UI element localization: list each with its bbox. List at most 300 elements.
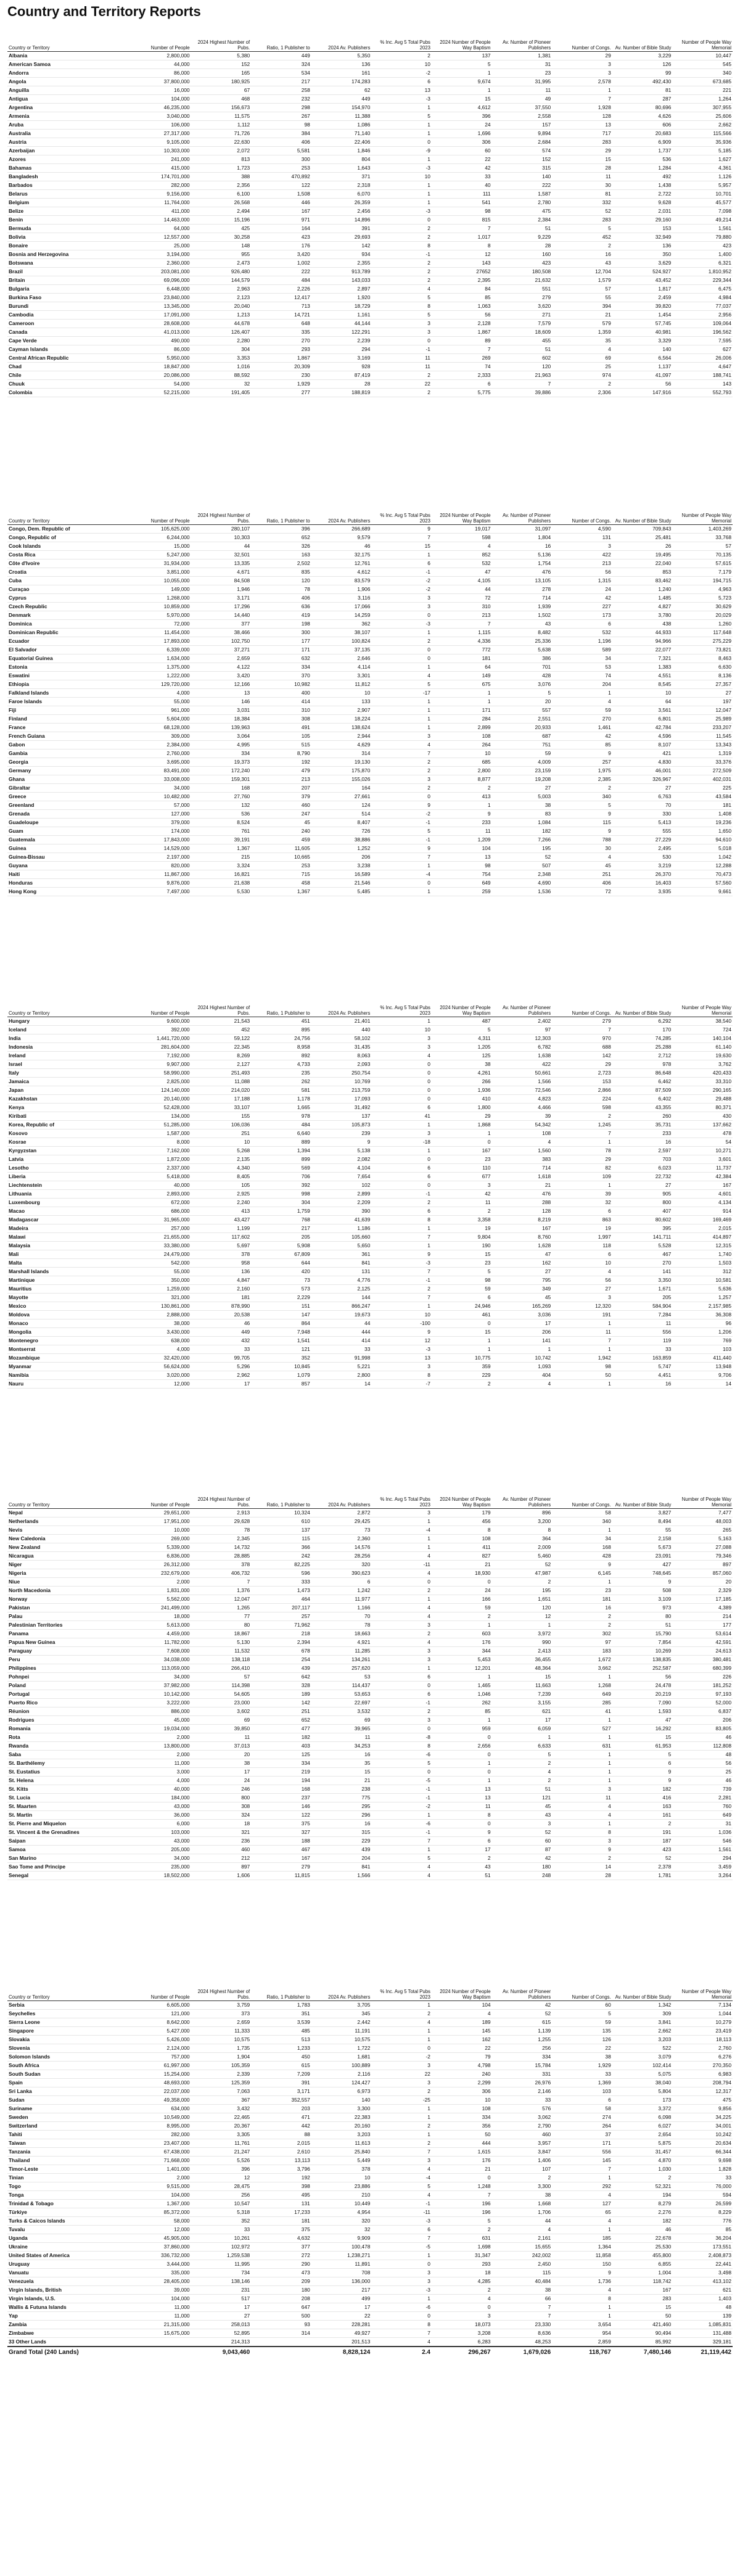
table-cell: 8,219	[492, 1216, 553, 1224]
country-name: Pohnpei	[7, 1673, 131, 1682]
table-cell: 32,420,000	[131, 1354, 191, 1363]
table-cell: 5	[492, 689, 553, 698]
table-cell: 1,004	[612, 2269, 673, 2277]
table-cell: 55,000	[131, 1268, 191, 1276]
table-cell: 23,407,000	[131, 2139, 191, 2148]
table-cell: 194	[251, 1777, 311, 1785]
table-cell: 754	[432, 870, 492, 879]
table-cell: 631	[552, 1742, 612, 1751]
column-header: Country or Territory	[7, 1480, 131, 1509]
table-cell: 0	[371, 1578, 432, 1587]
table-cell: 85	[432, 294, 492, 302]
table-cell: 652	[251, 534, 311, 542]
country-name: Uruguay	[7, 2260, 131, 2269]
table-cell: 52,428,000	[131, 1104, 191, 1112]
table-cell: 57	[191, 1673, 252, 1682]
table-cell: 4	[371, 1863, 432, 1872]
table-cell: 23,000	[191, 1699, 252, 1707]
table-cell: 9	[552, 810, 612, 819]
table-cell: 3,238	[311, 862, 372, 870]
table-cell: 24,478	[612, 1682, 673, 1690]
country-name: Costa Rica	[7, 551, 131, 559]
table-cell: 1,706	[492, 2208, 553, 2217]
table-cell: 15	[432, 95, 492, 104]
country-name: St. Eustatius	[7, 1768, 131, 1777]
table-cell: 760	[672, 1802, 733, 1811]
table-cell: 12,166	[191, 680, 252, 689]
table-cell: 2,394	[251, 1638, 311, 1647]
table-cell: 4	[371, 741, 432, 749]
table-cell: 686,000	[131, 1207, 191, 1216]
table-cell: 1,868	[432, 1121, 492, 1129]
table-cell: 10,449	[311, 2200, 372, 2208]
table-cell: 5,562,000	[131, 1595, 191, 1604]
column-header: Av. Number of Bible Study	[612, 1973, 673, 2001]
table-cell: 3,301	[311, 672, 372, 680]
table-cell: 4	[552, 853, 612, 862]
country-name: Paraguay	[7, 1647, 131, 1656]
table-cell: 1,997	[552, 1233, 612, 1242]
table-cell: 11	[432, 1199, 492, 1207]
table-cell: 180,508	[492, 268, 553, 276]
table-cell: 6,462	[612, 1078, 673, 1086]
table-cell: 194	[612, 2191, 673, 2200]
table-cell: 11,532	[191, 1647, 252, 1656]
table-row	[7, 311, 733, 320]
table-cell: 978	[612, 1060, 673, 1069]
table-row	[7, 268, 733, 276]
table-cell: 17	[311, 2303, 372, 2312]
table-cell: 0	[371, 1086, 432, 1095]
table-cell: 4,798	[432, 2062, 492, 2070]
table-cell: 33,380,000	[131, 1242, 191, 1250]
table-cell: 33,768	[672, 534, 733, 542]
column-header: 2024 Number of People Way Baptism	[432, 23, 492, 52]
table-cell: 6	[371, 2226, 432, 2234]
table-cell: 48,364	[492, 1664, 553, 1673]
table-cell: 1,696	[432, 130, 492, 138]
country-name: Croatia	[7, 568, 131, 577]
table-cell: 713	[251, 302, 311, 311]
country-name: Taiwan	[7, 2139, 131, 2148]
table-cell: 1	[432, 1716, 492, 1725]
table-cell: 414	[311, 1337, 372, 1345]
table-cell: 29,425	[311, 1517, 372, 1526]
country-name: Malta	[7, 1259, 131, 1268]
table-row	[7, 2010, 733, 2018]
table-cell: 2,610	[251, 2148, 311, 2157]
table-cell: 26,370	[612, 870, 673, 879]
table-cell: 1,810,952	[672, 268, 733, 276]
table-cell: 19,130	[311, 758, 372, 767]
table-cell: 473	[251, 2269, 311, 2277]
table-cell: 2,384,000	[131, 741, 191, 749]
country-name: Bulgaria	[7, 285, 131, 294]
table-cell: 20,140,000	[131, 1095, 191, 1104]
table-cell: 708	[311, 2269, 372, 2277]
table-cell: 171	[251, 646, 311, 654]
table-cell: 124	[311, 801, 372, 810]
table-cell: 42	[492, 1854, 553, 1863]
table-cell: 2	[552, 1612, 612, 1621]
table-cell: 6,763	[612, 793, 673, 801]
table-cell: 1,566	[311, 1872, 372, 1880]
table-cell: 44,144	[311, 320, 372, 328]
table-cell: 34,000	[131, 784, 191, 793]
column-header: % Inc. Avg 5 Total Pubs 2023	[371, 1973, 432, 2001]
table-cell: 16	[492, 542, 553, 551]
table-row	[7, 1276, 733, 1285]
table-cell: 98	[251, 121, 311, 130]
table-cell: 6,973	[311, 2087, 372, 2096]
table-cell: 3,203	[311, 2131, 372, 2139]
table-cell: 171	[552, 2139, 612, 2148]
table-cell: 21,315,000	[131, 2321, 191, 2329]
table-cell: 182	[492, 827, 553, 836]
table-cell: 1,367,000	[131, 2200, 191, 2208]
table-cell: 804	[311, 155, 372, 164]
table-cell: 22,678	[612, 2234, 673, 2243]
table-cell: 1,508	[251, 190, 311, 199]
country-name: Côte d'Ivoire	[7, 559, 131, 568]
table-cell: 36,455	[492, 1656, 553, 1664]
table-cell: 6	[371, 78, 432, 86]
country-name: India	[7, 1034, 131, 1043]
column-header: % Inc. Avg 5 Total Pubs 2023	[371, 497, 432, 525]
table-cell: 864	[251, 1319, 311, 1328]
country-name: Nigeria	[7, 1569, 131, 1578]
table-cell: 4	[371, 2191, 432, 2200]
table-cell: 680,399	[672, 1664, 733, 1673]
country-name: Guatemala	[7, 836, 131, 844]
table-cell: 458	[251, 879, 311, 888]
table-cell: 13	[432, 853, 492, 862]
table-row	[7, 173, 733, 181]
table-cell: 54	[672, 1138, 733, 1147]
table-cell: 2,442	[311, 2018, 372, 2027]
table-cell: 15,000	[131, 542, 191, 551]
table-cell: 10,055,000	[131, 577, 191, 585]
table-cell: 1,086	[311, 121, 372, 130]
table-cell: 3,194,000	[131, 250, 191, 259]
table-cell: 76,000	[672, 2182, 733, 2191]
table-cell: 3,459	[672, 1863, 733, 1872]
table-cell: 10	[311, 689, 372, 698]
table-cell: 2,893,000	[131, 1190, 191, 1199]
table-cell: 1	[552, 1578, 612, 1587]
table-cell: 17,066	[311, 603, 372, 611]
table-cell: 1,754	[492, 559, 553, 568]
table-cell: 3,851,000	[131, 568, 191, 577]
table-cell: 866,247	[311, 1302, 372, 1311]
table-cell: 2,337,000	[131, 1164, 191, 1173]
table-cell: 56,624,000	[131, 1363, 191, 1371]
table-cell: 6,145	[552, 1569, 612, 1578]
table-cell: 256	[191, 2191, 252, 2200]
table-cell: 5	[371, 112, 432, 121]
table-cell: 1,740	[672, 1250, 733, 1259]
table-cell: 59	[432, 1285, 492, 1294]
table-cell: 10,665	[251, 853, 311, 862]
table-cell: 1	[432, 1673, 492, 1682]
table-cell: 3,601	[672, 1155, 733, 1164]
table-cell: 4	[432, 2010, 492, 2018]
table-row	[7, 1242, 733, 1250]
country-name: Guam	[7, 827, 131, 836]
table-row	[7, 1034, 733, 1043]
column-header: Number of People Way Memorial	[672, 989, 733, 1017]
table-cell: 1,016	[191, 363, 252, 371]
table-cell: 326	[251, 542, 311, 551]
table-cell: 40,000	[131, 1181, 191, 1190]
table-cell: 2,450	[492, 2260, 553, 2269]
table-cell: 11,191	[311, 2027, 372, 2036]
table-row	[7, 2226, 733, 2234]
table-cell: 257	[251, 1612, 311, 1621]
table-cell: 1,259,538	[191, 2252, 252, 2260]
table-cell: 1	[432, 1621, 492, 1630]
country-name: Saipan	[7, 1837, 131, 1846]
table-cell: 87	[492, 1846, 553, 1854]
table-cell: 3	[371, 775, 432, 784]
table-cell: 4	[371, 2018, 432, 2027]
table-cell: 5,530	[191, 888, 252, 896]
table-cell: 94,610	[672, 836, 733, 844]
table-cell: 277	[251, 389, 311, 397]
table-cell: 182	[612, 2217, 673, 2226]
table-cell: 181,252	[672, 1682, 733, 1690]
table-cell: 2,339	[191, 2070, 252, 2079]
table-cell: 2,662	[612, 2027, 673, 2036]
table-cell: 10	[371, 60, 432, 69]
table-cell: 69	[311, 1716, 372, 1725]
table-cell: 4,629	[311, 741, 372, 749]
table-cell: 294	[672, 1854, 733, 1863]
table-cell: 229	[432, 1371, 492, 1380]
table-cell: 41	[371, 1112, 432, 1121]
table-cell: 22,040	[612, 559, 673, 568]
column-header: Av. Number of Pioneer Publishers	[492, 497, 553, 525]
table-cell: 181	[191, 1294, 252, 1302]
table-cell: 4	[371, 1552, 432, 1561]
country-name: Moldova	[7, 1311, 131, 1319]
table-row	[7, 2329, 733, 2338]
table-cell: 9	[371, 525, 432, 534]
table-cell: 1,628	[492, 1242, 553, 1250]
table-cell: 61,953	[612, 1742, 673, 1751]
table-cell: 7	[432, 2191, 492, 2200]
table-cell: 181	[672, 801, 733, 810]
table-cell: 104	[432, 844, 492, 853]
table-cell: 1,342	[612, 2001, 673, 2010]
table-cell: 256	[492, 2044, 553, 2053]
table-cell: 2	[432, 2226, 492, 2234]
table-cell: 2,000	[131, 2174, 191, 2182]
table-cell: 4	[552, 1802, 612, 1811]
table-cell: 1,638	[492, 1052, 553, 1060]
table-cell: 14	[552, 1863, 612, 1872]
table-cell: 1,804	[492, 534, 553, 542]
country-name: Switzerland	[7, 2122, 131, 2131]
table-cell: 1,233	[251, 2044, 311, 2053]
table-cell: 1	[552, 2174, 612, 2182]
table-row	[7, 337, 733, 345]
table-cell: 270	[552, 715, 612, 724]
table-cell: -3	[371, 620, 432, 629]
table-cell: 115,566	[672, 130, 733, 138]
table-cell: 3	[552, 1294, 612, 1302]
table-cell: 2,356	[191, 181, 252, 190]
country-name: French Guiana	[7, 732, 131, 741]
table-cell: -1	[371, 1794, 432, 1802]
table-cell: 1,438	[612, 181, 673, 190]
table-cell: 32,501	[191, 551, 252, 559]
table-cell: 3,222,000	[131, 1699, 191, 1707]
table-cell: 24	[432, 1587, 492, 1595]
table-cell: 3,972	[492, 1630, 553, 1638]
table-cell: 857	[251, 1380, 311, 1389]
country-name: Mali	[7, 1250, 131, 1259]
table-cell: 56	[552, 568, 612, 577]
table-cell: 41	[552, 1707, 612, 1716]
table-cell: 9,156,000	[131, 190, 191, 199]
table-cell: 8	[432, 242, 492, 250]
table-cell: 48	[672, 2303, 733, 2312]
table-cell: 1	[371, 1017, 432, 1026]
table-cell: 9,661	[672, 888, 733, 896]
table-cell: 57,615	[672, 559, 733, 568]
table-cell: 64	[612, 698, 673, 706]
table-cell: 14,721	[251, 311, 311, 320]
country-name: Finland	[7, 715, 131, 724]
table-row	[7, 294, 733, 302]
table-cell: 1	[432, 698, 492, 706]
table-cell: 455	[492, 337, 553, 345]
table-cell: 5,413	[612, 819, 673, 827]
table-cell: 3,620	[492, 302, 553, 311]
table-cell: 327	[251, 1828, 311, 1837]
table-cell: 105,359	[191, 2062, 252, 2070]
table-cell: 163,859	[612, 1354, 673, 1363]
country-name: Ukraine	[7, 2243, 131, 2252]
table-cell: 22,441	[672, 2260, 733, 2269]
table-cell: 173	[552, 611, 612, 620]
table-cell: 2	[552, 380, 612, 389]
table-cell: -5	[371, 1777, 432, 1785]
table-cell: 251	[251, 1707, 311, 1716]
table-cell: 1,284	[612, 164, 673, 173]
table-cell: 4,870	[612, 2157, 673, 2165]
table-cell: 6	[432, 1837, 492, 1846]
country-name: Hong Kong	[7, 888, 131, 896]
table-cell: 314	[311, 749, 372, 758]
table-cell: 853	[612, 568, 673, 577]
table-cell: 104,000	[131, 2295, 191, 2303]
table-row	[7, 603, 733, 611]
table-cell: 85,992	[612, 2338, 673, 2347]
table-cell: 181	[251, 2217, 311, 2226]
table-cell: 40,000	[131, 1785, 191, 1794]
table-cell: 460	[492, 2131, 553, 2139]
table-cell: 1,561	[672, 1846, 733, 1854]
table-cell: 1,561	[672, 225, 733, 233]
table-row	[7, 259, 733, 268]
table-cell: 18,502,000	[131, 1872, 191, 1880]
table-row	[7, 121, 733, 130]
table-cell: 5	[371, 294, 432, 302]
table-cell: -6	[371, 1751, 432, 1759]
table-cell: 19	[552, 1224, 612, 1233]
table-cell: -7	[371, 1380, 432, 1389]
country-name: Kosovo	[7, 1129, 131, 1138]
table-cell: 51,285,000	[131, 1121, 191, 1129]
table-cell: 108	[432, 732, 492, 741]
table-cell: -1	[371, 1699, 432, 1707]
table-cell: 734	[191, 2269, 252, 2277]
table-cell: 1	[552, 689, 612, 698]
table-cell: 122,291	[311, 328, 372, 337]
table-header-row	[7, 497, 733, 525]
table-cell: 396	[251, 525, 311, 534]
table-cell: 13,800,000	[131, 1742, 191, 1751]
country-name: Dominica	[7, 620, 131, 629]
table-cell: 7	[371, 1233, 432, 1242]
table-cell: 34	[552, 1535, 612, 1543]
table-row	[7, 1250, 733, 1259]
table-cell: 57	[552, 285, 612, 294]
table-cell: 769	[672, 1337, 733, 1345]
table-cell: 21	[311, 1777, 372, 1785]
table-cell: 1,161	[311, 311, 372, 320]
table-cell: 5	[432, 1268, 492, 1276]
table-cell: 127	[552, 2200, 612, 2208]
table-cell: 2,899	[311, 1190, 372, 1199]
table-cell: 23,886	[311, 2182, 372, 2191]
table-cell: 52	[492, 1828, 553, 1837]
table-cell: 627	[672, 345, 733, 354]
table-cell: 423	[612, 1846, 673, 1854]
table-cell: 11	[191, 1733, 252, 1742]
table-cell: 430	[672, 1112, 733, 1121]
table-cell: 1,872,000	[131, 1155, 191, 1164]
table-cell: 4,601	[672, 1190, 733, 1199]
table-cell: 33,107	[191, 1104, 252, 1112]
table-cell: 56	[672, 1759, 733, 1768]
table-cell: 189	[251, 1690, 311, 1699]
table-row	[7, 646, 733, 654]
country-name: St. Pierre and Miquelon	[7, 1820, 131, 1828]
country-name: El Salvador	[7, 646, 131, 654]
table-cell: 233,207	[672, 724, 733, 732]
table-cell: 416	[612, 1794, 673, 1802]
table-cell: 6,283	[432, 2338, 492, 2347]
table-cell: 25,530	[612, 2243, 673, 2252]
table-cell: 6,070	[311, 190, 372, 199]
table-cell: 37,135	[311, 646, 372, 654]
table-cell: 444	[311, 1328, 372, 1337]
column-header: Number of Congs.	[552, 23, 612, 52]
table-cell: 12,047	[191, 1595, 252, 1604]
column-header: Country or Territory	[7, 1973, 131, 2001]
table-row	[7, 853, 733, 862]
table-cell: 20,367	[191, 2122, 252, 2131]
table-cell: 29	[552, 1155, 612, 1164]
table-cell: 1	[552, 2303, 612, 2312]
table-cell: 427	[612, 1561, 673, 1569]
table-cell: 10,775	[432, 1354, 492, 1363]
table-cell: 1	[552, 1319, 612, 1328]
table-row	[7, 680, 733, 689]
